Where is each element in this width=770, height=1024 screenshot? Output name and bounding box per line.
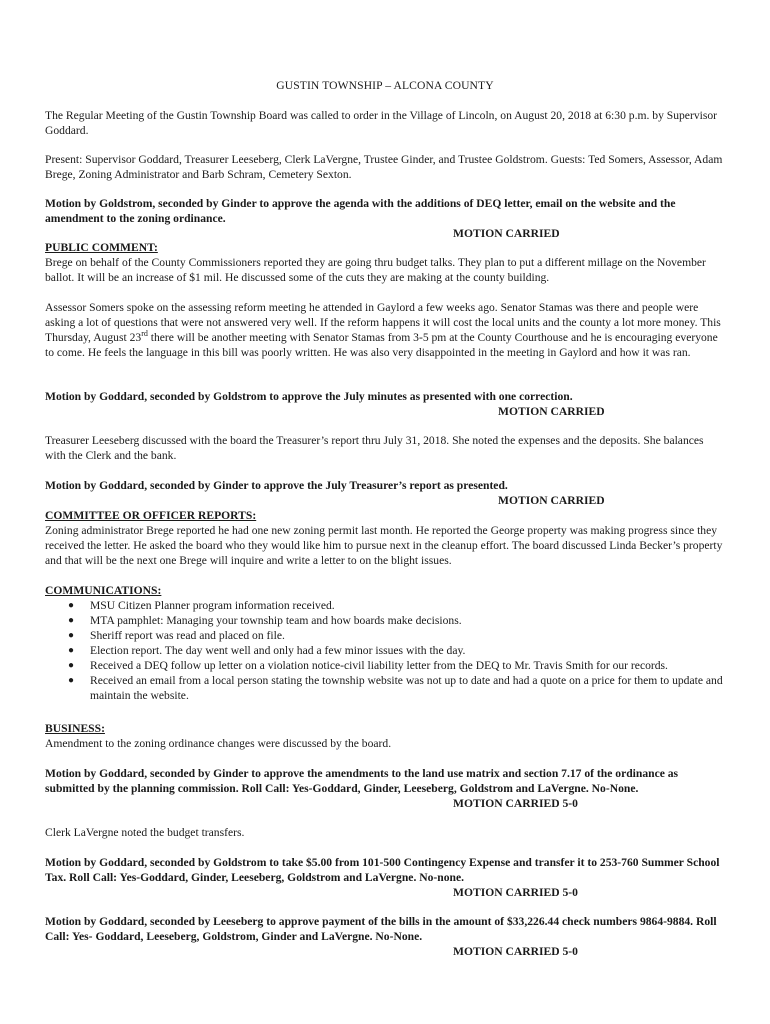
motion-transfer-result: MOTION CARRIED 5-0 bbox=[453, 886, 578, 899]
motion-transfer-text: Motion by Goddard, seconded by Goldstrom to take $5.00 from 101-500 Contingency Expense and transfer it to 253-760 Summer School Tax. Roll Call: Yes-Goddard, Ginder, Leeseberg, Goldstrom and LaVergne. No-none. bbox=[45, 856, 720, 884]
communication-item-text: Election report. The day went well and only had a few minor issues with the day. bbox=[90, 644, 466, 657]
somers-text-part1: Assessor Somers spoke on the assessing reform meeting he attended in Gaylord a few weeks ago. Senator Stamas was there and people were asking a lot of questions that were not answered very well. If the reform happens it will cost the local units and the county a lot more money. This Thursday, August 23 bbox=[45, 301, 721, 344]
treasurer-report-paragraph: Treasurer Leeseberg discussed with the board the Treasurer’s report thru July 31, 2018. She noted the expenses and the deposits. She balances with the Clerk and the bank. bbox=[45, 434, 704, 462]
bullet-icon: ● bbox=[68, 645, 75, 656]
business-heading: BUSINESS: bbox=[45, 722, 105, 735]
communication-item-text: MSU Citizen Planner program information received. bbox=[90, 599, 335, 612]
committee-heading: COMMITTEE OR OFFICER REPORTS: bbox=[45, 509, 257, 522]
public-comment-brege: Brege on behalf of the County Commissioners reported they are going thru budget talks. They plan to put a different millage on the November ballot. It will be an increase of $1 mil. He discussed some of the cuts they are making at the county building. bbox=[45, 256, 706, 284]
communication-item bbox=[45, 628, 725, 643]
motion-bills-text: Motion by Goddard, seconded by Leeseberg to approve payment of the bills in the amount of $33,226.44 check numbers 9864-9884. Roll Call: Yes- Goddard, Leeseberg, Goldstrom, Ginder and LaVergne. No-None. bbox=[45, 915, 717, 943]
communication-item bbox=[45, 658, 725, 673]
communication-item-text: Sheriff report was read and placed on file. bbox=[90, 629, 285, 642]
attendance-paragraph: Present: Supervisor Goddard, Treasurer Leeseberg, Clerk LaVergne, Trustee Ginder, and Trustee Goldstrom. Guests: Ted Somers, Assessor, Adam Brege, Zoning Administrator and Barb Schram, Cemetery Sexton. bbox=[45, 153, 723, 181]
motion-amendments-result: MOTION CARRIED 5-0 bbox=[453, 797, 578, 810]
budget-paragraph: Clerk LaVergne noted the budget transfers. bbox=[45, 826, 245, 839]
communication-item bbox=[45, 598, 725, 613]
motion-minutes-result: MOTION CARRIED bbox=[498, 405, 605, 418]
business-paragraph: Amendment to the zoning ordinance changes were discussed by the board. bbox=[45, 737, 392, 750]
call-to-order-paragraph: The Regular Meeting of the Gustin Township Board was called to order in the Village of Lincoln, on August 20, 2018 at 6:30 p.m. by Supervisor Goddard. bbox=[45, 109, 718, 137]
communication-item bbox=[45, 673, 725, 703]
communications-heading: COMMUNICATIONS: bbox=[45, 584, 162, 597]
document-title: GUSTIN TOWNSHIP – ALCONA COUNTY bbox=[276, 79, 494, 92]
communication-item-text: Received a DEQ follow up letter on a violation notice-civil liability letter from the DEQ to Mr. Travis Smith for our records. bbox=[90, 659, 668, 672]
communication-item-text: MTA pamphlet: Managing your township team and how boards make decisions. bbox=[90, 614, 462, 627]
somers-text-part2: there will be another meeting with Senator Stamas from 3-5 pm at the County Courthouse and he is encouraging everyone to come. He feels the language in this bill was poorly written. He was also very disappointed in the meeting in Gaylord and how it was ran. bbox=[45, 331, 718, 359]
communications-list bbox=[45, 598, 725, 703]
motion-minutes-text: Motion by Goddard, seconded by Goldstrom to approve the July minutes as presented with one correction. bbox=[45, 390, 573, 403]
public-comment-somers bbox=[45, 300, 725, 360]
motion-agenda-text: Motion by Goldstrom, seconded by Ginder to approve the agenda with the additions of DEQ letter, email on the website and the amendment to the zoning ordinance. bbox=[45, 197, 676, 225]
communication-item bbox=[45, 613, 725, 628]
bullet-icon: ● bbox=[68, 600, 75, 611]
motion-agenda-result: MOTION CARRIED bbox=[453, 227, 560, 240]
communication-item-text: Received an email from a local person stating the township website was not up to date and had a quote on a price for them to update and maintain the website. bbox=[90, 674, 723, 702]
bullet-icon: ● bbox=[68, 675, 75, 686]
public-comment-heading: PUBLIC COMMENT: bbox=[45, 241, 158, 254]
committee-paragraph: Zoning administrator Brege reported he had one new zoning permit last month. He reported the George property was making progress since they received the letter. He asked the board who they would like him to pursue next in the cleanup effort. The board discussed Linda Becker’s property and that will be the next one Brege will inquire and write a letter to on the blight issues. bbox=[45, 524, 723, 567]
somers-ordinal-suffix: rd bbox=[141, 329, 148, 339]
motion-bills-result: MOTION CARRIED 5-0 bbox=[453, 945, 578, 958]
bullet-icon: ● bbox=[68, 615, 75, 626]
motion-amendments-text: Motion by Goddard, seconded by Ginder to approve the amendments to the land use matrix and section 7.17 of the ordinance as submitted by the planning commission. Roll Call: Yes-Goddard, Ginder, Leeseberg, Goldstrom and LaVergne. No-None. bbox=[45, 767, 679, 795]
communication-item bbox=[45, 643, 725, 658]
bullet-icon: ● bbox=[68, 660, 75, 671]
bullet-icon: ● bbox=[68, 630, 75, 641]
motion-treasurer-result: MOTION CARRIED bbox=[498, 494, 605, 507]
motion-treasurer-text: Motion by Goddard, seconded by Ginder to approve the July Treasurer’s report as presented. bbox=[45, 479, 508, 492]
